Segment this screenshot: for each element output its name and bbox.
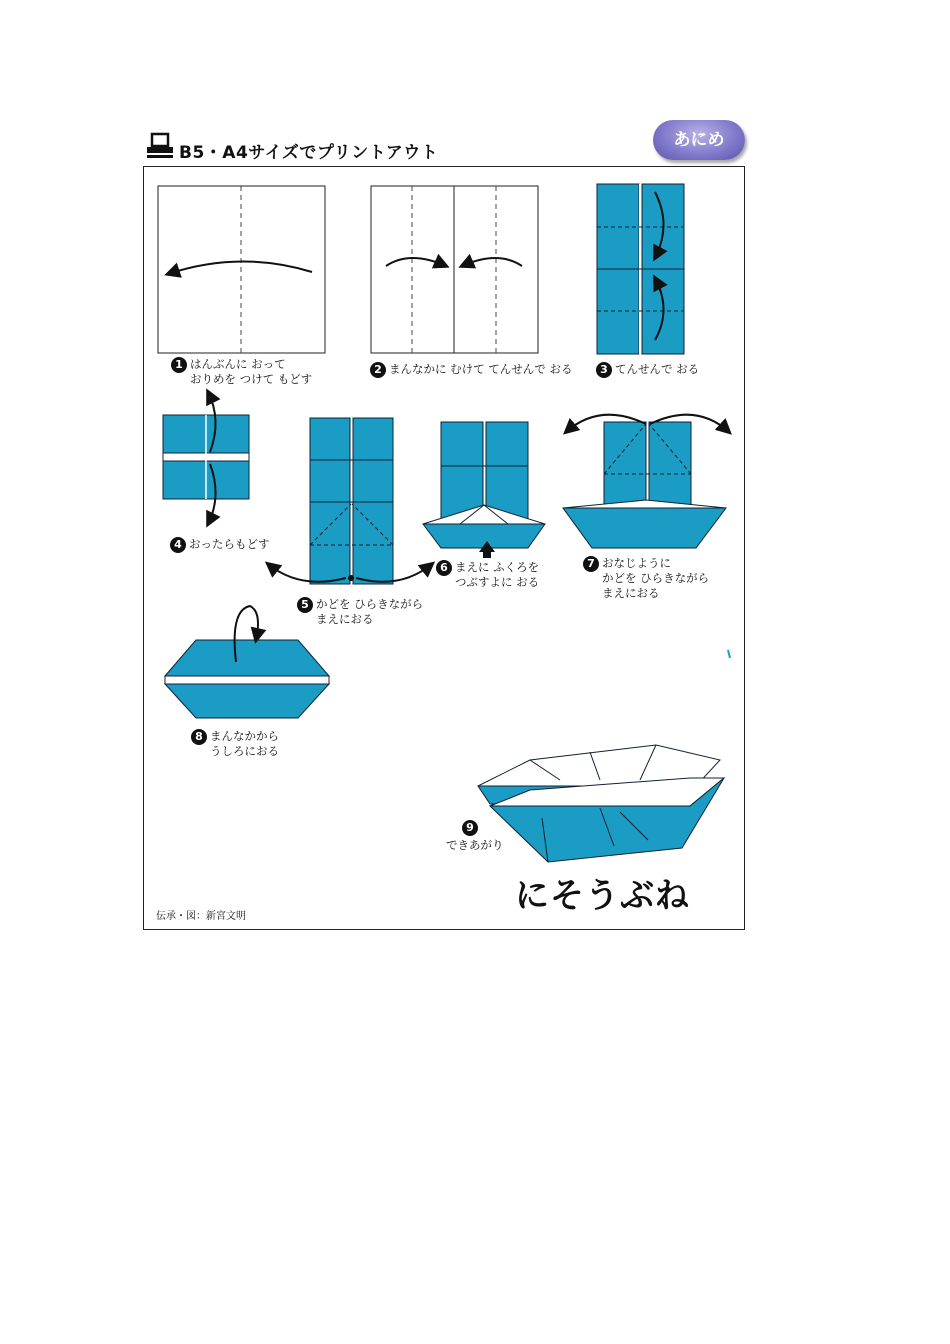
step2-diagram — [371, 186, 538, 353]
step4-diagram — [163, 392, 249, 524]
step-3-caption: 3 てんせんで おる — [596, 362, 699, 378]
step-5-caption: 5 かどを ひらきながら まえにおる — [297, 597, 423, 627]
step-1-caption: 1 はんぶんに おって おりめを つけて もどす — [171, 357, 312, 387]
page-title: B5・A4サイズでプリントアウト — [179, 143, 439, 163]
step-7-caption: 7 おなじように かどを ひらきながら まえにおる — [583, 556, 709, 601]
step-2-caption: 2 まんなかに むけて てんせんで おる — [370, 362, 572, 378]
step5-diagram — [268, 418, 432, 584]
step7-diagram — [563, 415, 730, 658]
anime-button[interactable]: あにめ — [653, 120, 745, 160]
credit-text: 伝承・図：新宮文明 — [156, 911, 246, 922]
step6-diagram — [423, 422, 545, 558]
step9-diagram — [478, 745, 724, 862]
step3-diagram — [597, 184, 684, 354]
final-title: にそうぶね — [515, 876, 690, 916]
step1-diagram — [158, 186, 325, 353]
step-6-caption: 6 まえに ふくろを つぶすよに おる — [436, 560, 539, 590]
step-4-caption: 4 おったらもどす — [170, 537, 270, 553]
step-9-caption: 9 できあがり — [446, 821, 504, 852]
step-8-caption: 8 まんなかから うしろにおる — [191, 729, 279, 759]
